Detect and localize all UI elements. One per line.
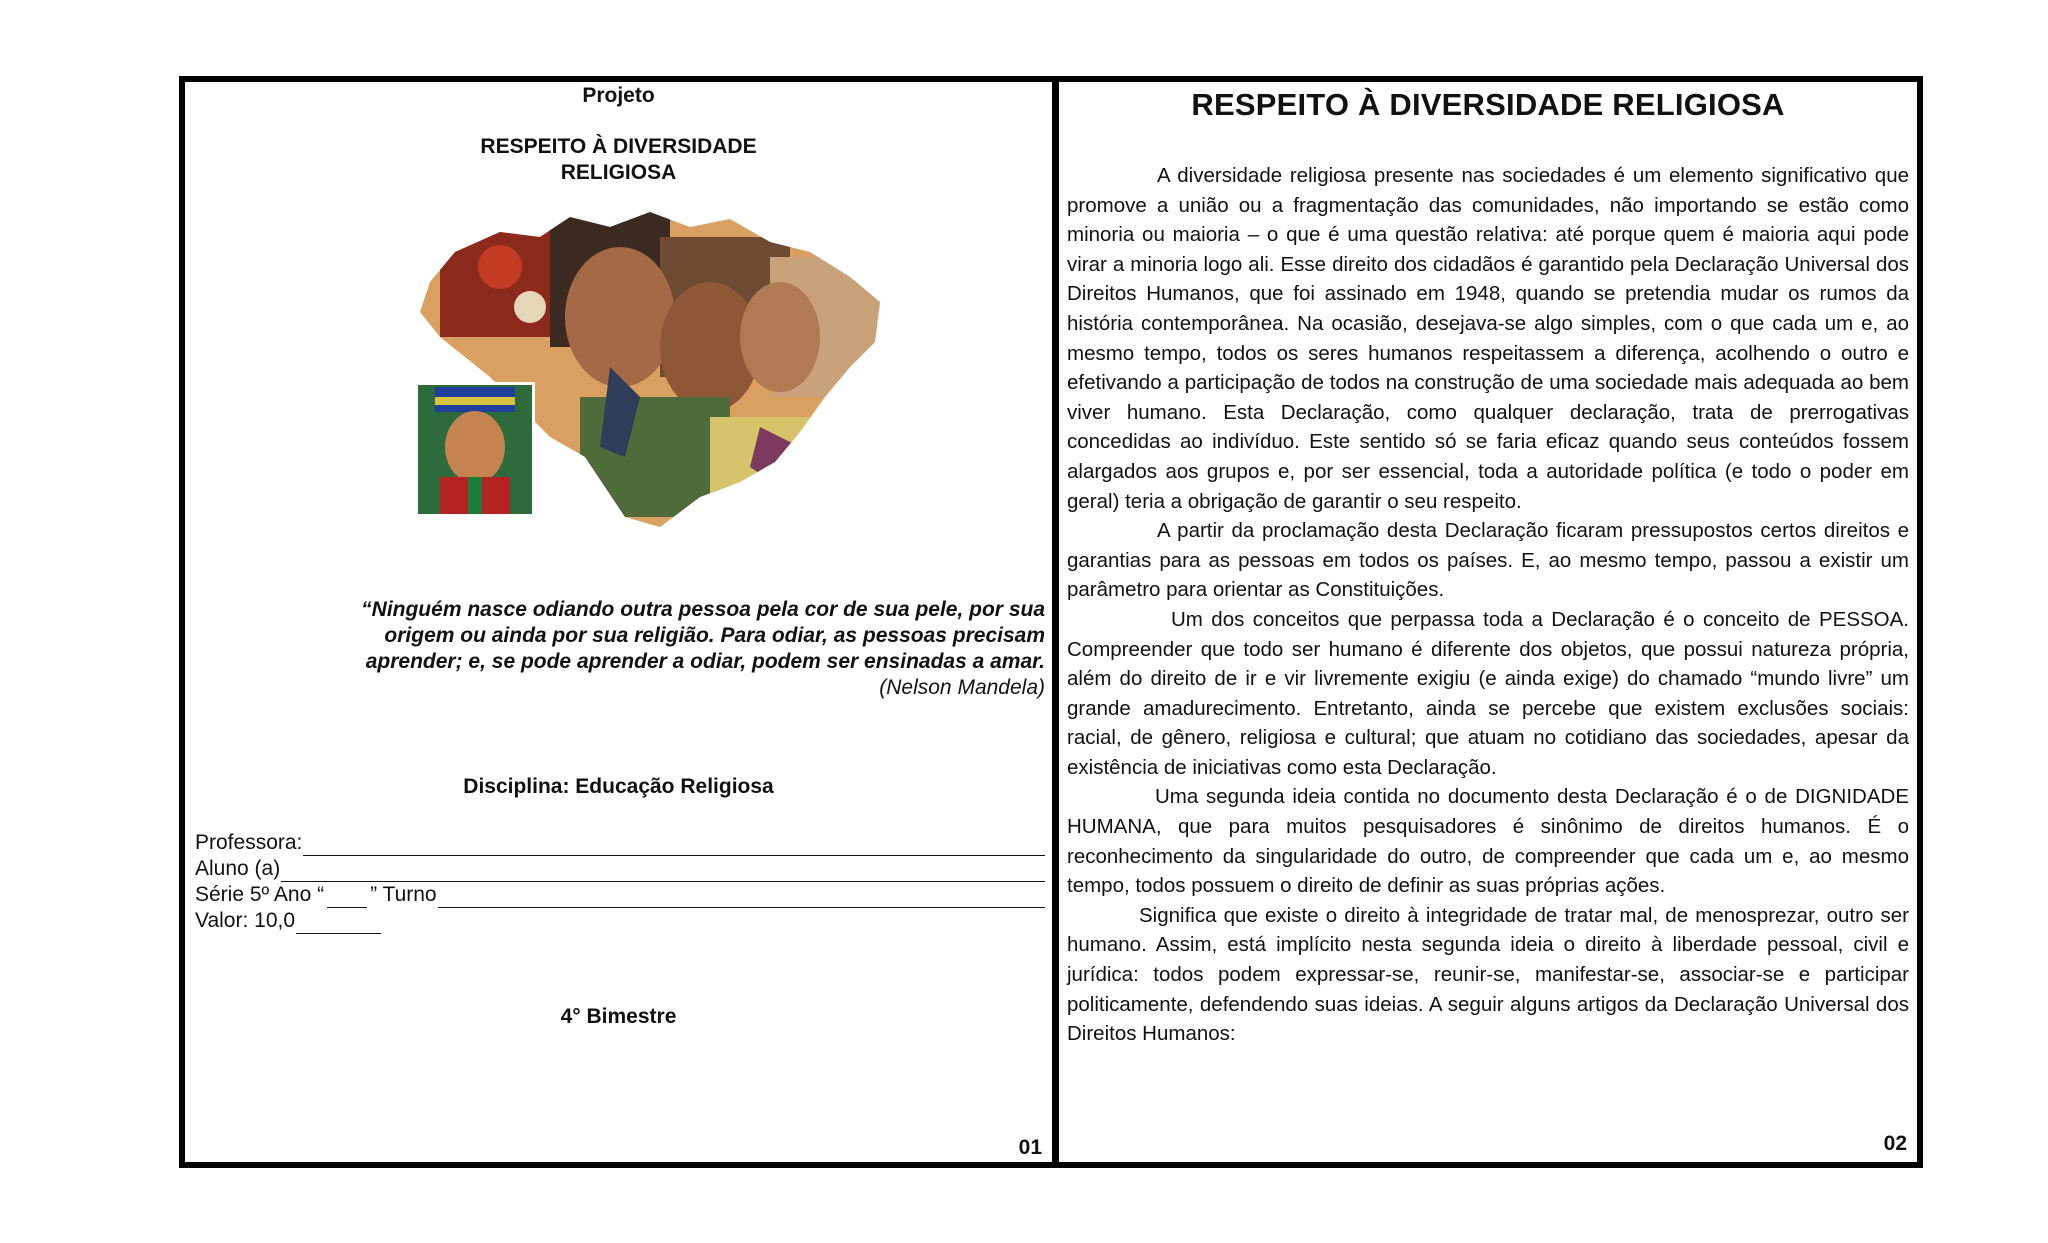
page-title: RESPEITO À DIVERSIDADE RELIGIOSA [1191, 87, 1785, 122]
term-label: 4° Bimestre [560, 1005, 677, 1028]
cover-title-line1: RESPEITO À DIVERSIDADE [480, 135, 757, 158]
discipline-label: Disciplina: Educação Religiosa [463, 775, 774, 798]
booklet-spread [179, 76, 1923, 1168]
turno-blank[interactable] [438, 888, 1045, 908]
mandela-quote [355, 597, 1045, 701]
turno-label: ” Turno [370, 883, 437, 906]
grade-field[interactable] [195, 882, 1045, 908]
student-blank[interactable] [281, 862, 1045, 882]
student-info-fields [195, 830, 1045, 934]
cover-title [185, 134, 1052, 186]
paragraph: A partir da proclamação desta Declaração ficaram pressupostos certos direitos e garantias para as pessoas em todos os países. E, ao mesmo tempo, passou a existir um parâmetro para orientar as Constituições. [1067, 519, 1909, 602]
paragraph: Um dos conceitos que perpassa toda a Declaração é o conceito de PESSOA. Compreender que todo ser humano é diferente dos objetos, que possui natureza própria, além do direito de ir e vir livremente exigiu (e ainda exige) do chamado “mundo livre” um grande amadurecimento. Entretanto, ainda se percebe que existem exclusões sociais: racial, de gênero, religiosa e cultural; que atuam no cotidiano das sociedades, apesar da existência de iniciativas como esta Declaração. [1067, 607, 1909, 779]
quote-author: (Nelson Mandela) [879, 676, 1045, 699]
quote-text: “Ninguém nasce odiando outra pessoa pela cor de sua pele, por sua origem ou ainda por sua religião. Para odiar, as pessoas precisam aprender; e, se pode aprender a odiar, podem ser ensinadas a amar. [361, 598, 1045, 673]
student-label: Aluno (a) [195, 857, 281, 880]
professor-blank[interactable] [303, 836, 1045, 856]
body-text [1067, 161, 1909, 1049]
value-label: Valor: 10,0 [195, 909, 296, 932]
paragraph: Uma segunda ideia contida no documento desta Declaração é o de DIGNIDADE HUMANA, que para muitos pesquisadores é sinônimo de direitos humanos. É o reconhecimento da singularidade do outro, de compreender que cada um e, ao mesmo tempo, todos possuem o direito de definir as suas próprias ações. [1067, 785, 1909, 898]
value-field[interactable] [195, 908, 1045, 934]
class-blank[interactable] [327, 888, 367, 908]
cover-page [185, 82, 1059, 1162]
page-number-right: 02 [1883, 1132, 1907, 1155]
grade-label: Série 5º Ano “ [195, 883, 325, 906]
professor-field[interactable] [195, 830, 1045, 856]
project-label: Projeto [582, 84, 655, 107]
paragraph: A diversidade religiosa presente nas sociedades é um elemento significativo que promove a união ou a fragmentação das comunidades, não importando se estão como minoria ou maioria – o que é uma questão relativa: até porque quem é maioria aqui pode virar a minoria logo ali. Esse direito dos cidadãos é garantido pela Declaração Universal dos Direitos Humanos, que foi assinado em 1948, quando se pretendia mudar os rumos da história contemporânea. Na ocasião, desejava-se algo simples, com o que cada um e, ao mesmo tempo, todos os seres humanos respeitassem a diferença, acolhendo o outro e efetivando a participação de todos na construção de uma sociedade mais adequada ao bem viver humano. Esta Declaração, como qualquer declaração, trata de prerrogativas concedidas ao indivíduo. Este sentido só se faria eficaz quando seus conteúdos fossem alargados aos grupos e, por ser essencial, toda a autoridade política (e todo o poder em geral) teria a obrigação de garantir o seu respeito. [1067, 164, 1909, 513]
value-blank[interactable] [296, 914, 381, 934]
professor-label: Professora: [195, 831, 303, 854]
student-field[interactable] [195, 856, 1045, 882]
text-page [1059, 82, 1917, 1162]
cover-title-line2: RELIGIOSA [560, 161, 677, 184]
page-number-left: 01 [1018, 1136, 1042, 1159]
brazil-map-collage-image [380, 197, 890, 537]
paragraph: Significa que existe o direito à integridade de tratar mal, de menosprezar, outro ser humano. Assim, está implícito nesta segunda ideia o direito à liberdade pessoal, civil e jurídica: todos podem expressar-se, reunir-se, manifestar-se, associar-se e participar politicamente, defendendo suas ideias. A seguir alguns artigos da Declaração Universal dos Direitos Humanos: [1067, 903, 1909, 1046]
